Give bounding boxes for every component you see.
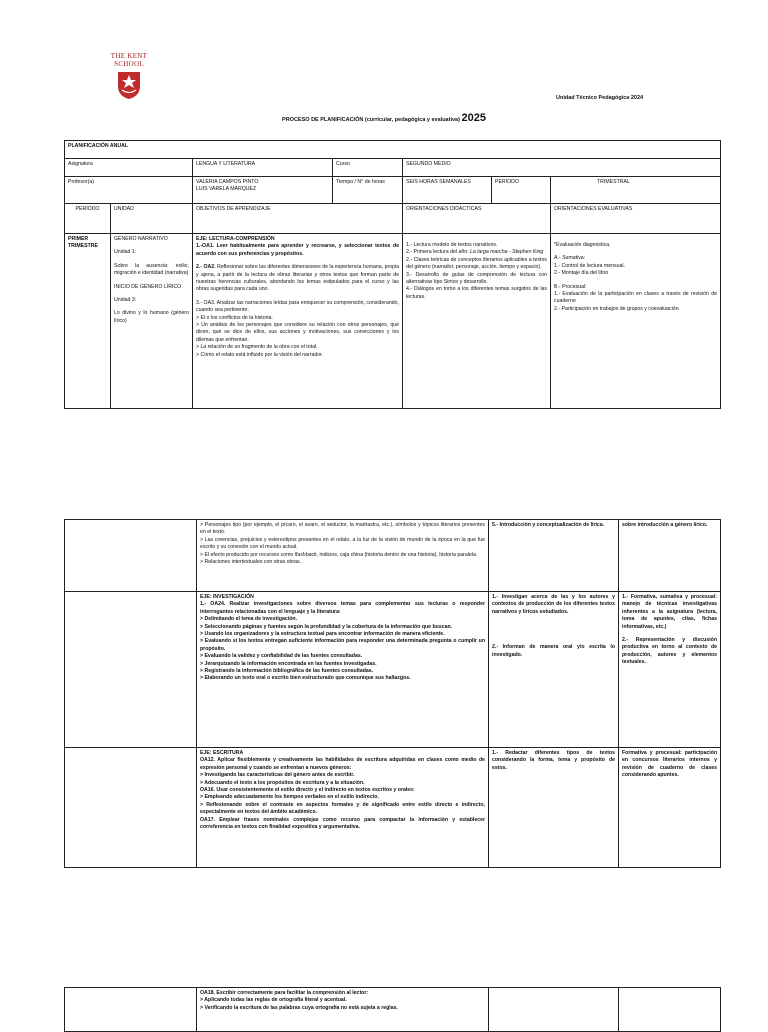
oa24-bullet-5: > Evaluando la validez y confiabilidad de las fuentes consultadas. <box>200 653 363 660</box>
section-title: PLANIFICACIÓN ANUAL <box>65 141 721 159</box>
oa3: 3.- OA3. Analizar las narraciones leídas para enriquecer su comprensión, considerando, cuando sea pertinente: <box>196 299 399 314</box>
oa24-bullet-6: > Jerarquizando la información encontrada en las fuentes investigadas. <box>200 660 377 667</box>
col-unidad: UNIDAD <box>111 204 193 234</box>
ori-1: 1.- Lectura modelo de textos narrativos. <box>406 242 498 248</box>
eje-escritura: EJE: ESCRITURA <box>200 750 244 756</box>
oa24-bullet-8: > Elaborando un texto oral o escrito bien estructurado que comunique sus hallazgos. <box>200 675 411 682</box>
oa16: OA16. Usar consistentemente el estilo directo y el indirecto en textos escritos y orales: <box>200 787 415 794</box>
profesor-label: Profesor(a) <box>65 177 193 204</box>
asignatura-label: Asignatura <box>65 159 193 177</box>
objetivos-cell-2 <box>197 520 489 592</box>
curso-label: Curso <box>333 159 403 177</box>
eva-6: 1.- Evaluación de la participación en clases a través de revisión de cuaderno <box>554 291 717 305</box>
oa24-bullet-2: > Seleccionando páginas y fuentes según la profundidad y la cobertura de la información que buscan. <box>200 623 453 630</box>
ori-3: 2.- Clases teóricas de conceptos literarios aplicables a textos del género (narrador, personaje, acción, tiempo y espacio). <box>406 256 547 271</box>
planning-table-page-2 <box>64 519 721 868</box>
oa1: 1.-OA1. Leer habitualmente para aprender y recrearse, y seleccionar textos de acuerdo con sus preferencias y propósitos. <box>196 243 399 257</box>
logo-line-1: THE KENT <box>110 52 148 60</box>
periodo-cell: PRIMER TRIMESTRE <box>65 234 111 409</box>
obj2-bullet-2: > Las creencias, prejuicios y estereotipos presentes en el relato, a la luz de la visión de mundo de la época en la que fue escrito y su conexión con el mundo actual. <box>200 536 485 551</box>
oa24-bullet-1: > Delimitando el tema de investigación. <box>200 616 298 623</box>
curso-value: SEGUNDO MEDIO <box>403 159 721 177</box>
eva-1: *Evaluación diagnóstica. <box>554 242 611 248</box>
ori-2-book: La larga marcha - Stephen King <box>470 249 544 256</box>
tiempo-label: Tiempo / N° de horas <box>333 177 403 204</box>
profesor-2: LUIS VARELA MÁRQUEZ <box>196 186 257 193</box>
logo-line-2: SCHOOL <box>114 60 144 68</box>
oa2-text: Reflexionar sobre las diferentes dimensiones de la experiencia humana, propia y ajena, a partir de la lectura de obras literarias y otros textos que forman parte de nuestras herencias culturales, abordando los temas estipulados para el curso y las obras sugeridas para cada uno. <box>196 264 399 293</box>
oa24: 1.- OA24. Realizar investigaciones sobre diversos temas para complementar sus lecturas o responder interrogantes relacionadas con el lenguaje y la literatura: <box>200 601 485 615</box>
school-logo <box>104 52 154 100</box>
ori-4: 3.- Desarrollo de guías de comprensión de lectura con alternativas tipo Simce y desarrollo. <box>406 271 547 286</box>
tiempo-value: SEIS HORAS SEMANALES <box>403 177 492 203</box>
oa18-bullet-2: > Verificando la escritura de las palabras cuya ortografía no está sujeta a reglas. <box>200 1004 398 1011</box>
col-orientaciones: ORIENTACIONES DIDÁCTICAS <box>403 204 551 234</box>
obj2-b3-a: > El efecto producido por recursos como <box>200 551 294 558</box>
eva3-1: 1.- Formativa, sumativa y procesual: manejo de técnicas investigativas inherentes a la asignatura (lectura, toma de apuntes, citas, fichas informativas, etc.) <box>622 594 717 630</box>
tiempo-periodo-cell <box>403 177 551 204</box>
oa17: OA17. Emplear frases nominales complejas como recurso para compactar la información y establecer correferencia en textos con finalidad expositiva y argumentativa. <box>200 816 485 831</box>
genero-narrativo: GÉNERO NARRATIVO <box>114 236 168 242</box>
oa12-bullet-1: > Investigando las características del género antes de escribir. <box>200 772 355 779</box>
col-objetivos: OBJETIVOS DE APRENDIZAJE <box>193 204 403 234</box>
oa18: OA18. Escribir correctamente para facilitar la comprensión al lector: <box>200 990 369 996</box>
oa12-bullet-2: > Adecuando el texto a los propósitos de escritura y a la situación. <box>200 779 365 786</box>
unidad-1-desc: Sobre la ausencia: exilio, migración e identidad (narrativa) <box>114 262 189 277</box>
eva-5: B.- Procesual: <box>554 283 587 290</box>
evaluativas-cell-2: sobre introducción a género lírico. <box>619 520 721 592</box>
unidad-3: Unidad 3: <box>114 297 137 304</box>
document-title <box>0 112 768 124</box>
orientaciones-cell-5 <box>489 988 619 1032</box>
title-year: 2025 <box>461 112 486 124</box>
oa3-bullet-1: > El o los conflictos de la historia. <box>196 314 273 321</box>
asignatura-value: LENGUA Y LITERATURA <box>193 159 333 177</box>
planning-table-page-1 <box>64 140 721 409</box>
col-periodo: PERÍODO <box>65 204 111 234</box>
unidad-cell <box>111 234 193 409</box>
unidad-1: Unidad 1: <box>114 249 137 256</box>
oa18-bullet-1: > Aplicando todas las reglas de ortografía literal y acentual. <box>200 997 347 1004</box>
periodo-label: PERÍODO <box>495 179 519 185</box>
col-evaluativas: ORIENTACIONES EVALUATIVAS <box>551 204 721 234</box>
oa2-code: 2.- OA2. <box>196 264 216 271</box>
objetivos-cell-3 <box>197 592 489 748</box>
obj2-bullet-4: > Relaciones intertextuales con otras obras. <box>200 559 302 566</box>
process-title: PROCESO DE PLANIFICACIÓN (curricular, pedagógica y evaluativa) <box>282 117 460 123</box>
evaluativas-cell-5 <box>619 988 721 1032</box>
ori3-2: 2.- Informan de manera oral y/o escrita lo investigado. <box>492 644 615 658</box>
obj2-bullet-3 <box>200 552 485 559</box>
evaluativas-cell <box>551 234 721 409</box>
empty-unit-cell-4 <box>65 748 197 868</box>
profesor-1: VALERIA CAMPOS PINTO <box>196 179 259 185</box>
oa12: OA12. Aplicar flexiblemente y creativamente las habilidades de escritura adquiridas en clases como medio de expresión personal y cuando se enfrentan a nuevos géneros: <box>200 757 485 771</box>
obj2-bullet-1: > Personajes tipo (por ejemplo, el pícaro, el avaro, el seductor, la madrastra, etc.), símbolos y tópicos literarios presentes en el texto. <box>200 522 485 536</box>
obj2-b3-b: flashback <box>294 551 317 558</box>
eje-lectura: EJE: LECTURA-COMPRENSIÓN <box>196 236 275 242</box>
oa3-bullet-4: > Cómo el relato está influido por la visión del narrador. <box>196 351 324 358</box>
objetivos-cell <box>193 234 403 409</box>
periodo-value: TRIMESTRAL <box>551 177 721 204</box>
planning-table-page-3 <box>64 987 721 1032</box>
evaluativas-cell-4: Formativa y procesual: participación en concursos literarios internos y revisión de cuaderno de clases considerando apuntes. <box>619 748 721 868</box>
eva-3: 1.- Control de lectura mensual. <box>554 262 625 269</box>
eva-7: 2.- Participación en trabajos de grupos y coevaluación <box>554 305 679 312</box>
eva-4: 2.- Montaje día del libro <box>554 270 609 277</box>
crest-icon <box>116 70 142 100</box>
eva3-2: 2.- Representación y discusión productiva en torno al contexto de producción, autores y elementos textuales. <box>622 637 717 666</box>
oa3-bullet-3: > La relación de un fragmento de la obra con el total. <box>196 344 318 351</box>
department-label: Unidad Técnico Pedagógica 2024 <box>556 95 644 101</box>
oa16-bullet-1: > Empleando adecuadamente los tiempos verbales en el estilo indirecto. <box>200 794 379 801</box>
eje-investigacion: EJE: INVESTIGACIÓN <box>200 594 254 600</box>
oa24-bullet-3: > Usando los organizadores y la estructura textual para encontrar información de manera eficiente. <box>200 631 445 638</box>
unidad-3-desc: Lo divino y lo humano (género lírico) <box>114 310 189 324</box>
orientaciones-cell-3 <box>489 592 619 748</box>
evaluativas-cell-3 <box>619 592 721 748</box>
empty-unit-cell <box>65 520 197 592</box>
oa16-bullet-2: > Reflexionando sobre el contraste en aspectos formales y de significado entre estilo directo e indirecto, especialmente en textos del ámbito académico. <box>200 801 485 816</box>
oa3-bullet-2: > Un análisis de los personajes que considere su relación con otros personajes, qué dicen, qué se dice de ellos, sus acciones y motivaciones, sus convicciones y los dilemas que enfrentan. <box>196 322 399 343</box>
ori-2 <box>406 249 547 256</box>
oa24-bullet-7: > Registrando la información bibliográfica de las fuentes consultadas. <box>200 668 374 675</box>
obj2-b3-c: , indicios, caja china (historia dentro de una historia), historia paralela. <box>316 551 478 558</box>
orientaciones-cell-4: 1.- Redactar diferentes tipos de textos considerando la forma, tema y propósito de estos. <box>489 748 619 868</box>
oa2 <box>196 264 399 294</box>
objetivos-cell-4 <box>197 748 489 868</box>
inicio-lirico: INICIO DE GÉNERO LÍRICO <box>114 283 182 290</box>
orientaciones-cell-2: 5.- Introducción y conceptualización de lírica. <box>489 520 619 592</box>
ori-2-text: 2.- Primera lectura del año: <box>406 249 469 256</box>
profesor-value <box>193 177 333 204</box>
eva-2: A.- Sumativa: <box>554 255 586 262</box>
oa24-bullet-4: > Evaluando si los textos entregan suficiente información para responder una determinada pregunta o cumplir un propósito. <box>200 638 485 652</box>
orientaciones-cell <box>403 234 551 409</box>
empty-unit-cell-5 <box>65 988 197 1032</box>
objetivos-cell-5 <box>197 988 489 1032</box>
empty-unit-cell-3 <box>65 592 197 748</box>
ori3-1: 1.- Investigan acerca de las y los autores y contextos de producción de los diferentes textos narrativos y líricos estudiados. <box>492 594 615 615</box>
ori-5: 4.- Diálogos en torno a los diferentes temas surgidos de las lecturas. <box>406 286 547 300</box>
